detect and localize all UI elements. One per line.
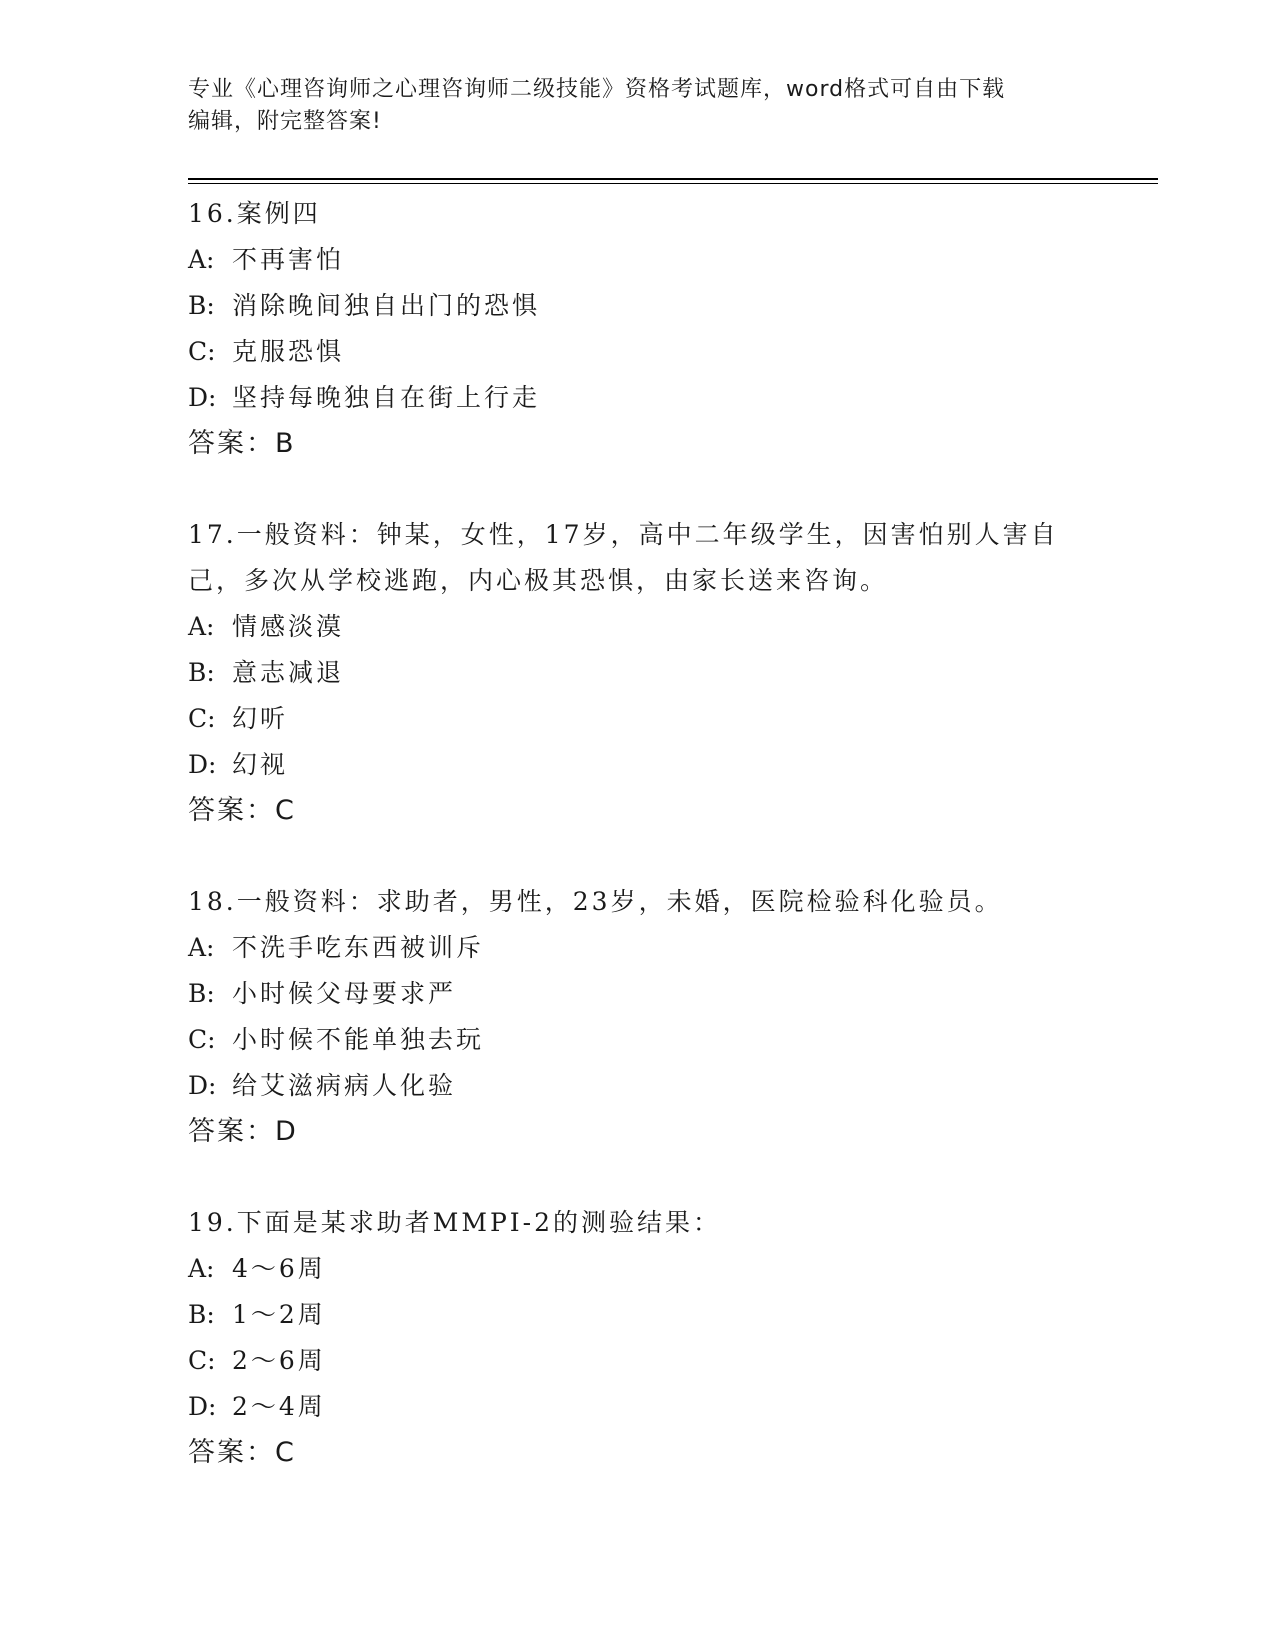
option-text: 小时候父母要求严: [232, 979, 457, 1008]
option-a: [188, 925, 1128, 971]
option-text: 小时候不能单独去玩: [232, 1025, 485, 1054]
option-key: B:: [188, 291, 215, 320]
option-d: [188, 1384, 1128, 1430]
option-b: [188, 283, 1128, 329]
option-text: 不洗手吃东西被训斥: [232, 933, 485, 962]
option-c: [188, 329, 1128, 375]
option-key: A:: [188, 933, 215, 962]
header-line-2: 编辑，附完整答案!: [188, 109, 382, 134]
option-b: [188, 650, 1128, 696]
question-17: [188, 512, 1128, 834]
option-b: [188, 971, 1128, 1017]
option-key: A:: [188, 245, 215, 274]
option-key: C:: [188, 337, 216, 366]
question-19: [188, 1200, 1128, 1476]
question-spacer: [188, 467, 1128, 512]
option-d: [188, 742, 1128, 788]
option-text: 克服恐惧: [232, 337, 345, 366]
option-a: [188, 604, 1128, 650]
option-c: [188, 1017, 1128, 1063]
question-spacer: [188, 1155, 1128, 1200]
question-stem: 16.案例四: [188, 199, 321, 228]
option-text: 2～6周: [232, 1346, 326, 1375]
option-key: B:: [188, 979, 215, 1008]
option-key: D:: [188, 383, 217, 412]
option-key: C:: [188, 704, 216, 733]
option-text: 1～2周: [232, 1300, 326, 1329]
option-text: 情感淡漠: [232, 612, 345, 641]
option-text: 2～4周: [232, 1392, 326, 1421]
header-rule-thick: [188, 178, 1158, 180]
option-d: [188, 1063, 1128, 1109]
option-text: 消除晚间独自出门的恐惧: [232, 291, 541, 320]
option-key: C:: [188, 1025, 216, 1054]
option-text: 意志减退: [232, 658, 345, 687]
question-stem: 17.一般资料：钟某，女性，17岁，高中二年级学生，因害怕别人害自: [188, 520, 1059, 549]
option-key: D:: [188, 1392, 217, 1421]
option-key: B:: [188, 1300, 215, 1329]
answer-line: 答案：D: [188, 1116, 298, 1147]
option-text: 不再害怕: [232, 245, 345, 274]
option-c: [188, 1338, 1128, 1384]
option-text: 给艾滋病病人化验: [232, 1071, 457, 1100]
question-stem-continued: 己，多次从学校逃跑，内心极其恐惧，由家长送来咨询。: [188, 566, 889, 595]
question-stem: 19.下面是某求助者MMPI-2的测验结果：: [188, 1208, 722, 1237]
option-text: 坚持每晚独自在街上行走: [232, 383, 541, 412]
answer-line: 答案：C: [188, 795, 296, 826]
answer-line: 答案：B: [188, 428, 296, 459]
document-header: [188, 74, 1088, 138]
header-rule-thin: [188, 183, 1158, 184]
option-key: C:: [188, 1346, 216, 1375]
header-line-1: 专业《心理咨询师之心理咨询师二级技能》资格考试题库，word格式可自由下载: [188, 77, 1006, 102]
option-text: 4～6周: [232, 1254, 326, 1283]
option-key: A:: [188, 1254, 215, 1283]
answer-line: 答案：C: [188, 1437, 296, 1468]
option-key: B:: [188, 658, 215, 687]
option-text: 幻视: [232, 750, 289, 779]
option-key: D:: [188, 1071, 217, 1100]
option-key: A:: [188, 612, 215, 641]
question-16: [188, 191, 1128, 467]
question-list: [188, 191, 1128, 1476]
option-b: [188, 1292, 1128, 1338]
option-text: 幻听: [232, 704, 289, 733]
option-d: [188, 375, 1128, 421]
option-a: [188, 1246, 1128, 1292]
question-spacer: [188, 834, 1128, 879]
option-a: [188, 237, 1128, 283]
option-c: [188, 696, 1128, 742]
option-key: D:: [188, 750, 217, 779]
question-18: [188, 879, 1128, 1155]
question-stem: 18.一般资料：求助者，男性，23岁，未婚，医院检验科化验员。: [188, 887, 1003, 916]
